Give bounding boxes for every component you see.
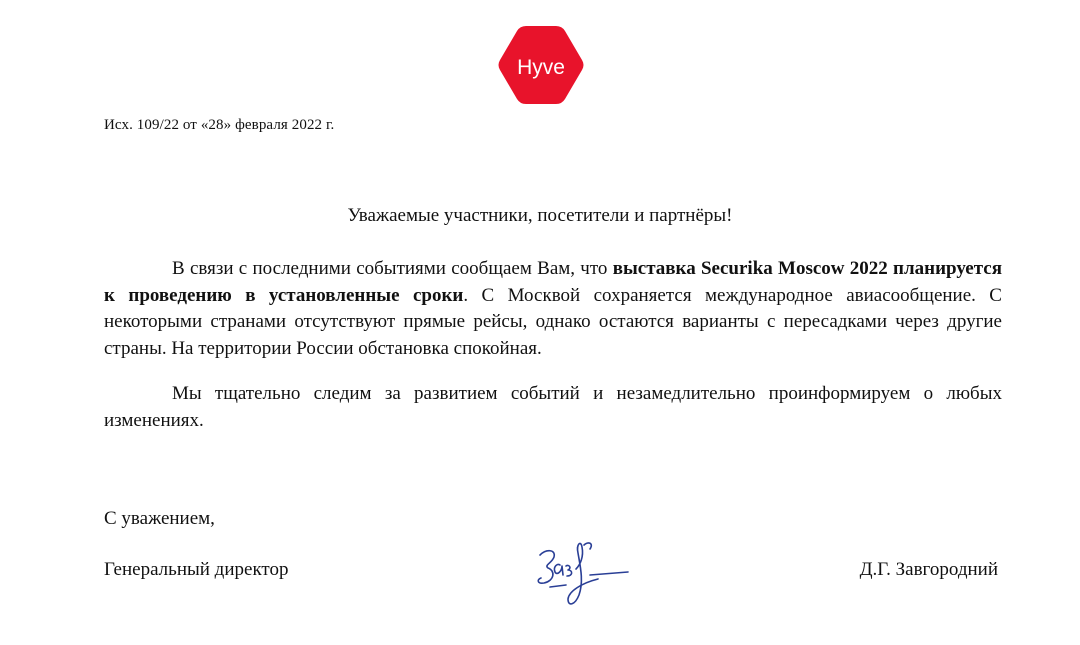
paragraph-1-intro: В связи с последними событиями сообщаем Вам, что bbox=[172, 258, 613, 279]
signature-image bbox=[524, 535, 636, 615]
paragraph-1-rest: . С Москвой сохраняется международное авиасообщение. С некоторыми странами отсутствуют прямые рейсы, однако остаются варианты с пересадками через другие страны. На территории России обстановка спокойная. bbox=[104, 284, 1002, 359]
signer-name: Д.Г. Завгородний bbox=[859, 559, 998, 580]
paragraph-1-bold: выставка Securika Moscow 2022 планируется к проведению в установленные сроки bbox=[104, 258, 1003, 306]
paragraph-2: Мы тщательно следим за развитием событий и незамедлительно проинформируем о любых изменениях. bbox=[104, 383, 1002, 431]
logo-text: Hyve bbox=[517, 56, 565, 79]
greeting: Уважаемые участники, посетители и партнёры! bbox=[347, 205, 733, 226]
paragraph-1 bbox=[104, 256, 1002, 362]
hyve-logo bbox=[496, 22, 586, 108]
reference-number: Исх. 109/22 от «28» февраля 2022 г. bbox=[104, 117, 335, 133]
signer-position: Генеральный директор bbox=[104, 559, 289, 580]
closing-phrase: С уважением, bbox=[104, 508, 215, 529]
